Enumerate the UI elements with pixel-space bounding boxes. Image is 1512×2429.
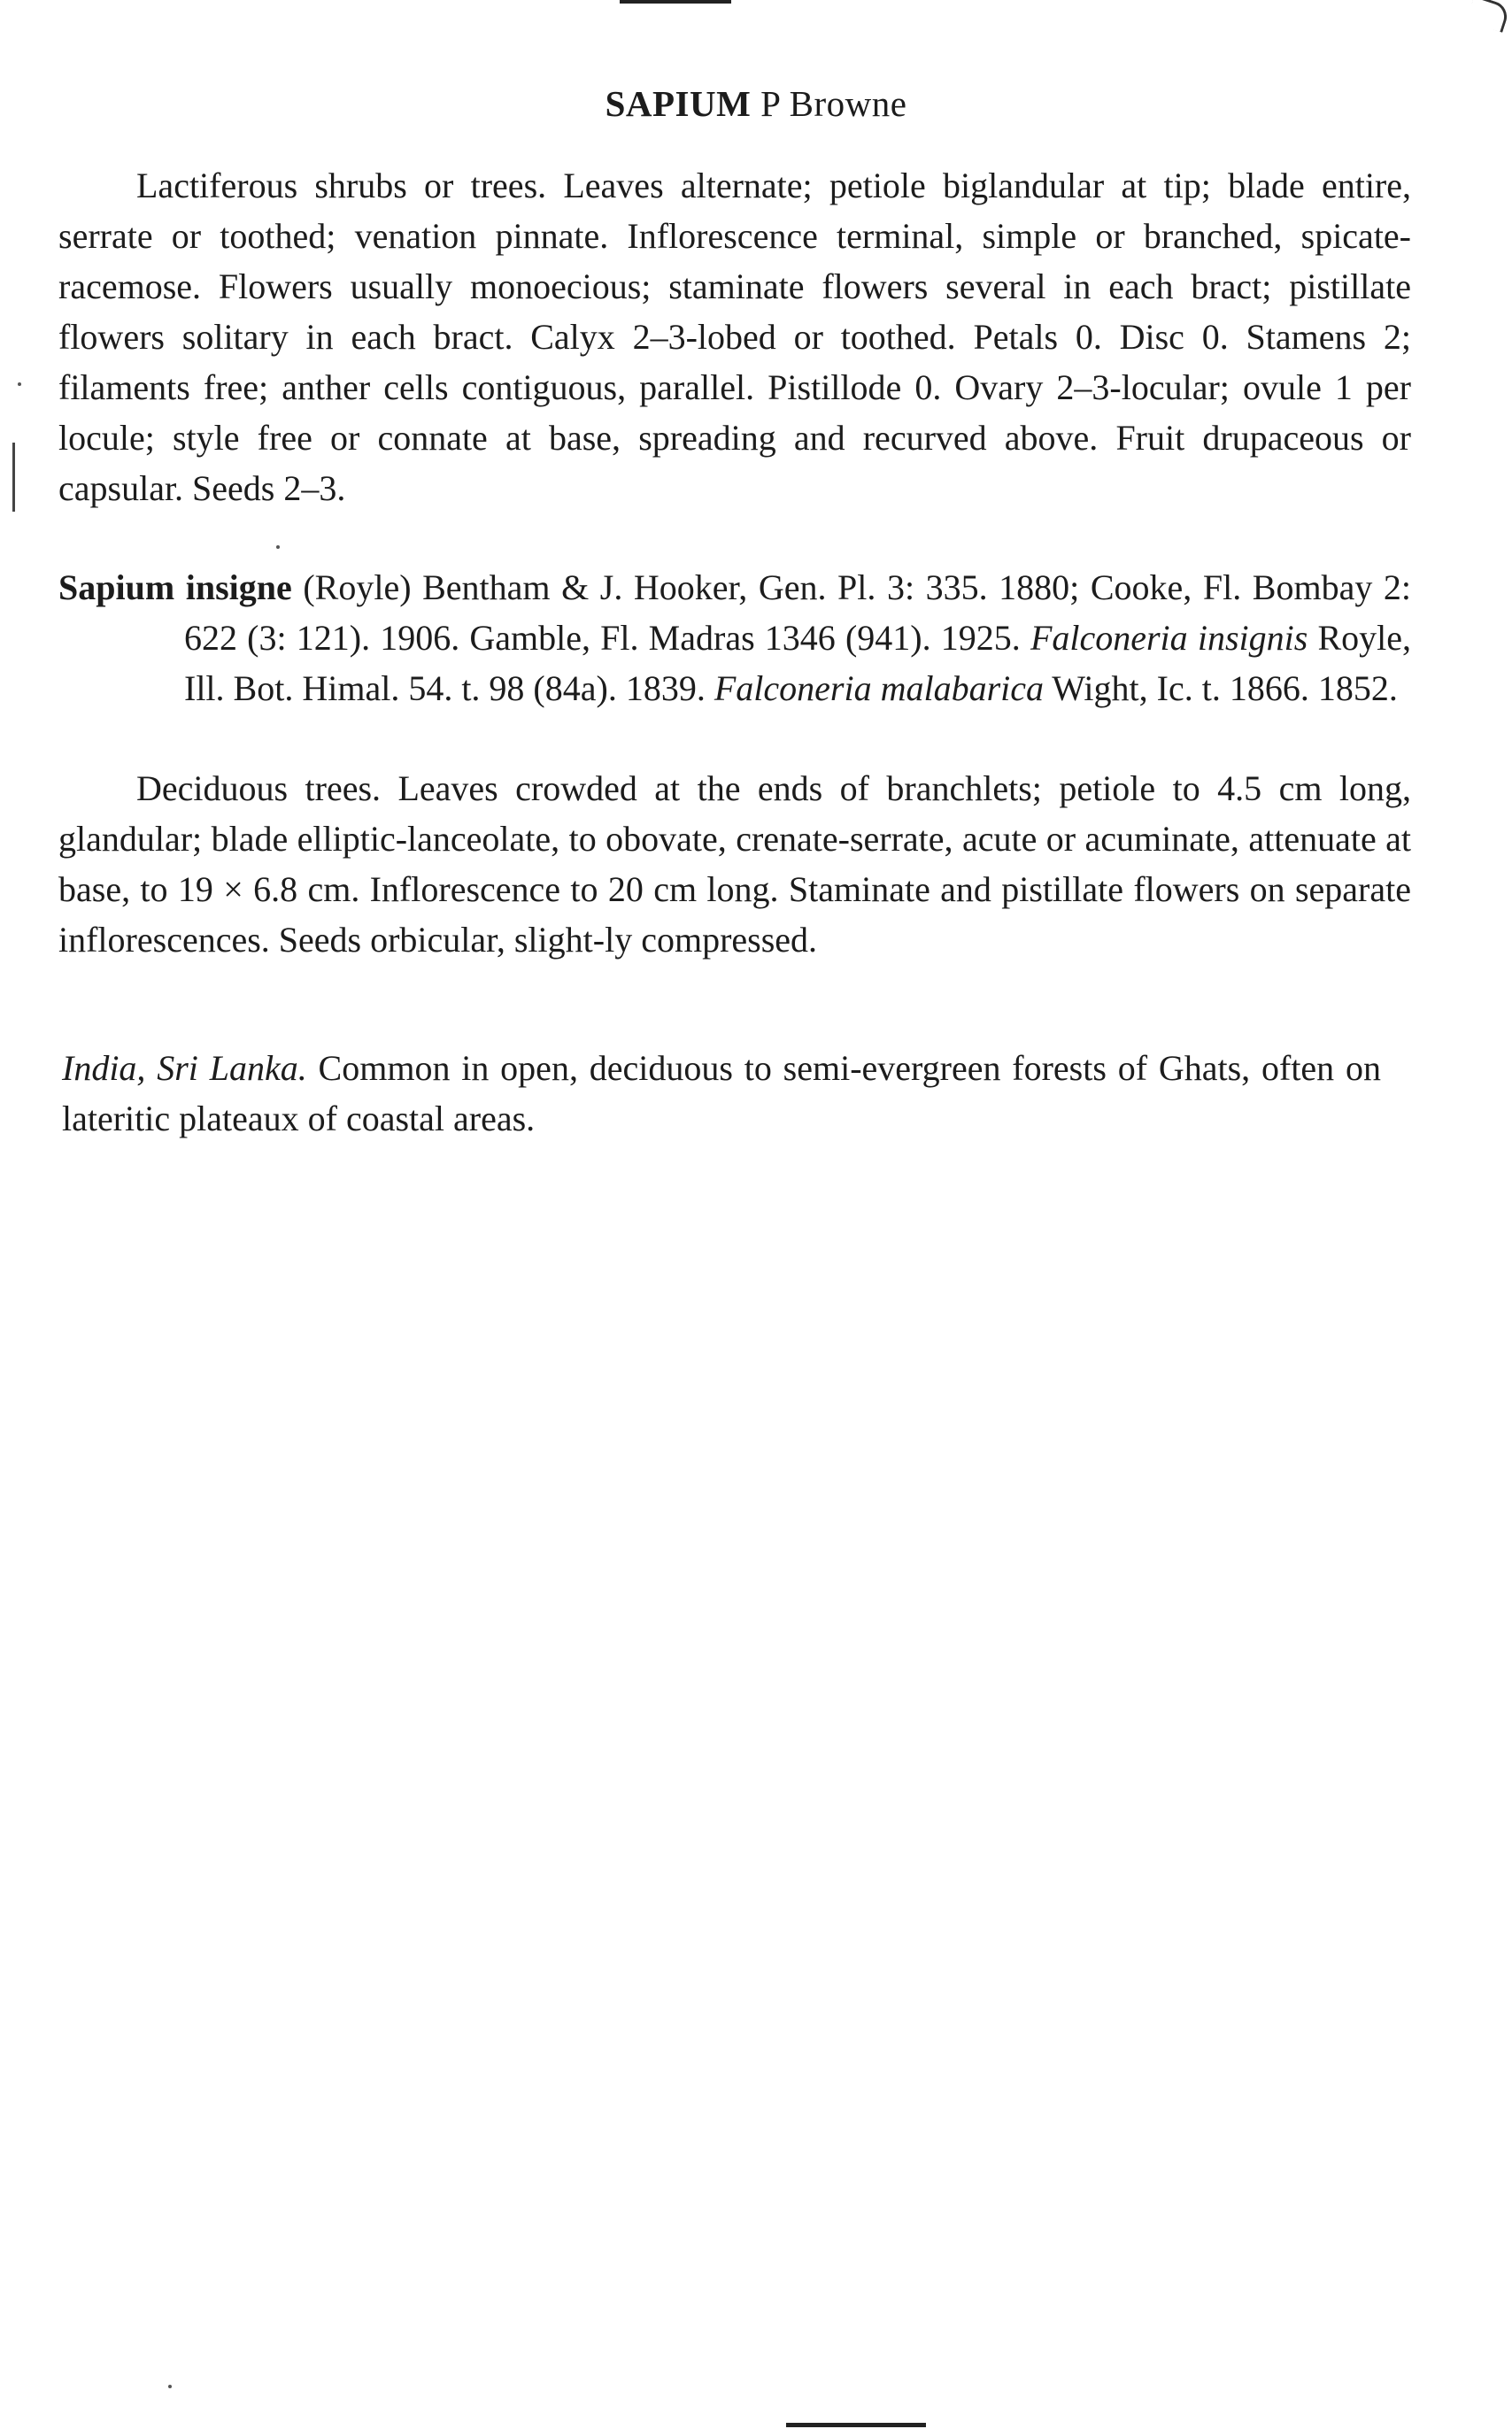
scan-speck — [276, 545, 280, 549]
scan-speck — [18, 382, 21, 386]
synonym-falconeria-malabarica: Falconeria malabarica — [714, 668, 1044, 708]
scan-corner-mark — [1466, 0, 1510, 33]
scan-edge-mark-left — [12, 443, 15, 512]
distribution-region: India, Sri Lanka. — [62, 1048, 307, 1088]
synonym-falconeria-insignis: Falconeria insignis — [1030, 618, 1308, 658]
scan-speck — [168, 2385, 172, 2388]
synonym-citation: Wight, Ic. t. 1866. 1852. — [1052, 668, 1398, 708]
synonym-citation: Royle, Ill. Bot. Himal. 54. t. 98 (84a). 1839. — [184, 618, 1412, 708]
scan-edge-mark-bottom — [786, 2423, 926, 2427]
species-name: Sapium insigne — [58, 567, 292, 607]
species-citation: (Royle) Bentham & J. Hooker, Gen. Pl. 3: 335. 1880; Cooke, Fl. Bombay 2: 622 (3: 121). 1906. Gamble, Fl. Madras 1346 (941). 1925. — [184, 567, 1412, 658]
species-entry — [58, 562, 1411, 713]
genus-description: Lactiferous shrubs or trees. Leaves alternate; petiole biglandular at tip; blade entire, serrate or toothed; venation pinnate. Inflorescence terminal, simple or branched, spicate-racemose. Flowers usually monoecious; staminate flowers several in each bract; pistillate flowers solitary in each bract. Calyx 2–3-lobed or toothed. Petals 0. Disc 0. Stamens 2; filaments free; anther cells contiguous, parallel. Pistillode 0. Ovary 2–3-locular; ovule 1 per locule; style free or connate at base, spreading and recurved above. Fruit drupaceous or capsular. Seeds 2–3. — [58, 166, 1411, 508]
distribution-text: Common in open, deciduous to semi-evergreen forests of Ghats, often on lateritic plateaux of coastal areas. — [62, 1048, 1381, 1138]
genus-name: SAPIUM — [605, 83, 752, 124]
scan-edge-mark-top — [620, 0, 731, 4]
species-description: Deciduous trees. Leaves crowded at the ends of branchlets; petiole to 4.5 cm long, glandular; blade elliptic-lanceolate, to obovate, crenate-serrate, acute or acuminate, attenuate at base, to 19 × 6.8 cm. Inflorescence to 20 cm long. Staminate and pistillate flowers on separate inflorescences. Seeds orbicular, slight-ly compressed. — [58, 768, 1411, 960]
genus-author: P Browne — [760, 83, 907, 124]
genus-heading — [0, 81, 1512, 126]
distribution — [62, 1043, 1381, 1144]
